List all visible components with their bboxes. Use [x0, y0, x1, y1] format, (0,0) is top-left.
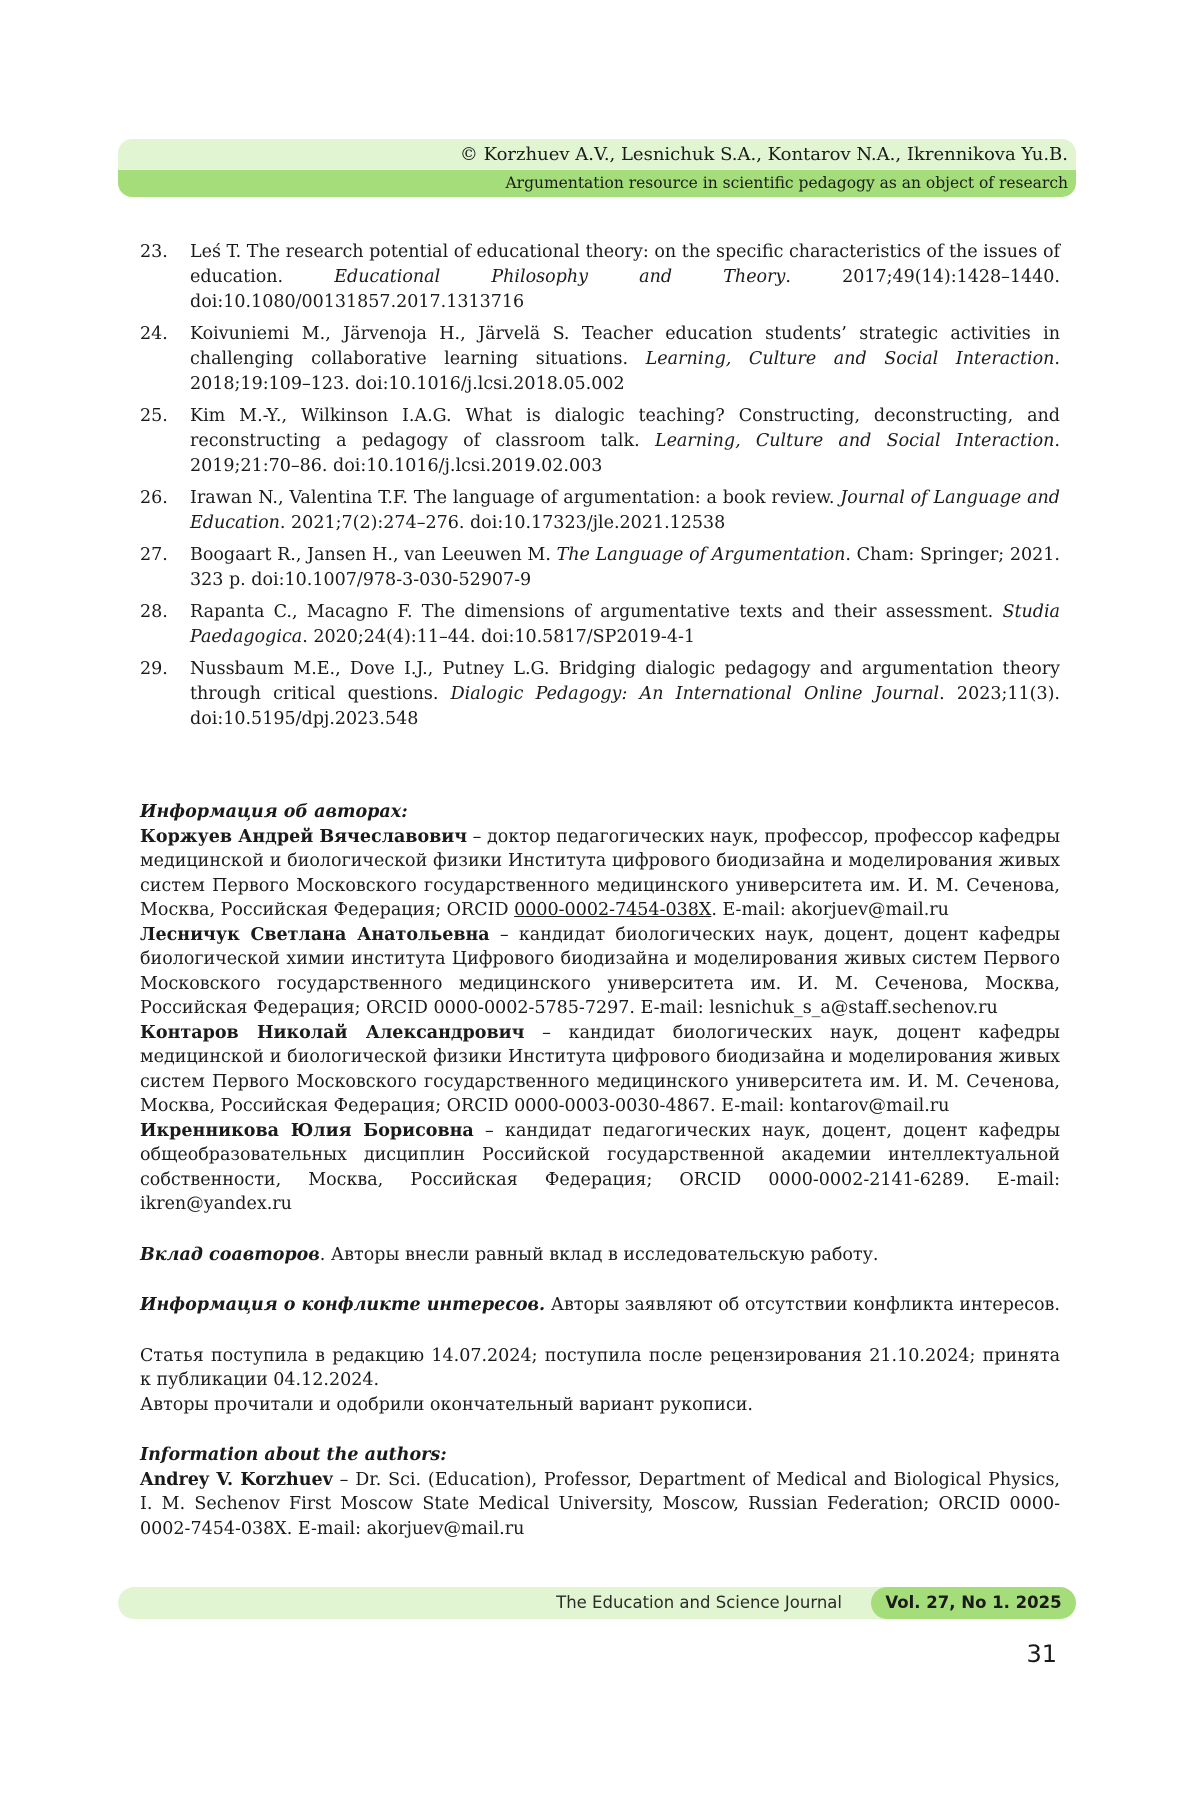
reference-text: Kim M.-Y., Wilkinson I.A.G. What is dialogic teaching? Constructing, deconstructing, and reconstructing a pedagogy of classroom talk. Learning, Culture and Social Interaction. 2019;21:70–86. doi:10.1016/j.lcsi.2019.02.003 — [190, 406, 1060, 476]
reference-journal: Journal of Language and Education — [190, 488, 1061, 533]
reference-number: 28. — [140, 602, 168, 622]
page-header — [118, 139, 1076, 197]
author-entry: Лесничук Светлана Анатольевна – кандидат биологических наук, доцент, доцент кафедры биологической химии института Цифрового биодизайна и моделирования живых систем Первого Московского государственного медицинского университета им. И. М. Сеченова, Москва, Российская Федерация; ORCID 0000-0002-5785-7297. E-mail: lesnichuk_s_a@staff.sechenov.ru — [140, 924, 1060, 1018]
reference-number: 27. — [140, 545, 168, 565]
reference-text: Boogaart R., Jansen H., van Leeuwen M. The Language of Argumentation. Cham: Springer; 2021. 323 p. doi:10.1007/978-3-030-52907-9 — [190, 545, 1060, 590]
reference-number: 25. — [140, 406, 168, 426]
conflict-label: Информация о конфликте интересов. — [140, 1295, 546, 1315]
reference-journal: Dialogic Pedagogy: An International Online Journal — [450, 684, 940, 704]
reference-item — [140, 600, 1060, 650]
approval-note: Авторы прочитали и одобрили окончательный вариант рукописи. — [140, 1394, 753, 1415]
references-list — [140, 240, 1060, 739]
author-entry: Контаров Николай Александрович – кандидат биологических наук, доцент кафедры медицинской и биологической физики Института цифрового биодизайна и моделирования живых систем Первого Московского государственного медицинского университета им. И. М. Сеченова, Москва, Российская Федерация; ORCID 0000-0003-0030-4867. E-mail: kontarov@mail.ru — [140, 1022, 1060, 1116]
contribution-label: Вклад соавторов — [140, 1244, 320, 1265]
authors-en-heading: Information about the authors: — [140, 1445, 447, 1465]
reference-journal: Learning, Culture and Social Interaction — [654, 431, 1055, 451]
conflict-statement: Информация о конфликте интересов. Авторы заявляют об отсутствии конфликта интересов. — [140, 1295, 1060, 1315]
reference-text: Koivuniemi M., Järvenoja H., Järvelä S. Teacher education students’ strategic activities in challenging collaborative learning situations. Learning, Culture and Social Interaction. 2018;19:109–123. doi:10.1016/j.lcsi.2018.05.002 — [190, 324, 1060, 394]
received-dates: Статья поступила в редакцию 14.07.2024; поступила после рецензирования 21.10.2024; принята к публикации 04.12.2024. — [140, 1345, 1060, 1390]
reference-number: 29. — [140, 659, 168, 679]
reference-item — [140, 322, 1060, 397]
reference-text: Rapanta C., Macagno F. The dimensions of argumentative texts and their assessment. Studia Paedagogica. 2020;24(4):11–44. doi:10.5817/SP2019-4-1 — [190, 602, 1060, 647]
reference-item — [140, 240, 1060, 315]
header-authors: © Korzhuev A.V., Lesnichuk S.A., Kontarov N.A., Ikrennikova Yu.B. — [459, 144, 1068, 165]
page-footer — [118, 1587, 1076, 1619]
reference-item — [140, 486, 1060, 536]
reference-item — [140, 404, 1060, 479]
reference-text: Nussbaum M.E., Dove I.J., Putney L.G. Bridging dialogic pedagogy and argumentation theory through critical questions. Dialogic Pedagogy: An International Online Journal. 2023;11(3). doi:10.5195/dpj.2023.548 — [190, 659, 1060, 729]
author-entry-en: Andrey V. Korzhuev – Dr. Sci. (Education), Professor, Department of Medical and Biological Physics, I. M. Sechenov First Moscow State Medical University, Moscow, Russian Federation; ORCID 0000-0002-7454-038X. E-mail: akorjuev@mail.ru — [140, 1469, 1060, 1539]
reference-text: Irawan N., Valentina T.F. The language of argumentation: a book review. Journal of Language and Education. 2021;7(2):274–276. doi:10.17323/jle.2021.12538 — [190, 488, 1061, 533]
contribution-statement: Вклад соавторов. Авторы внесли равный вклад в исследовательскую работу. — [140, 1244, 879, 1265]
header-title-band — [118, 170, 1076, 197]
authors-ru-heading: Информация об авторах: — [140, 802, 408, 822]
author-name: Лесничук Светлана Анатольевна — [140, 924, 490, 945]
reference-number: 23. — [140, 242, 168, 262]
reference-journal: Educational Philosophy and Theory — [334, 267, 786, 287]
author-information-section — [140, 800, 1060, 1541]
author-name: Контаров Николай Александрович — [140, 1022, 525, 1043]
reference-number: 26. — [140, 488, 168, 508]
reference-number: 24. — [140, 324, 168, 344]
header-authors-band — [118, 139, 1076, 170]
header-article-title: Argumentation resource in scientific pedagogy as an object of research — [505, 174, 1068, 192]
reference-text: Leś T. The research potential of educational theory: on the specific characteristics of the issues of education. Educational Philosophy and Theory. 2017;49(14):1428–1440. doi:10.1080/00131857.2017.1313716 — [190, 242, 1060, 312]
reference-item — [140, 657, 1060, 732]
author-name: Коржуев Андрей Вячеславович — [140, 826, 468, 847]
page-number: 31 — [1026, 1640, 1057, 1668]
author-name-en: Andrey V. Korzhuev — [140, 1469, 333, 1490]
reference-item — [140, 543, 1060, 593]
orcid-link[interactable]: 0000-0002-7454-038X — [514, 900, 712, 920]
footer-volume: Vol. 27, No 1. 2025 — [871, 1587, 1076, 1619]
reference-book-title: The Language of Argumentation — [556, 545, 846, 565]
author-name: Икренникова Юлия Борисовна — [140, 1120, 474, 1141]
reference-journal: Studia Paedagogica — [190, 602, 1060, 647]
author-entry: Икренникова Юлия Борисовна – кандидат педагогических наук, доцент, доцент кафедры общеобразовательных дисциплин Российской государственной академии интеллектуальной собственности, Москва, Российская Федерация; ORCID 0000-0002-2141-6289. E-mail: ikren@yandex.ru — [140, 1120, 1060, 1214]
footer-journal-name: The Education and Science Journal — [556, 1593, 842, 1612]
author-entry: Коржуев Андрей Вячеславович – доктор педагогических наук, профессор, профессор кафедры медицинской и биологической физики Института цифрового биодизайна и моделирования живых систем Первого Московского государственного медицинского университета им. И. М. Сеченова, Москва, Российская Федерация; ORCID 0000-0002-7454-038X. E-mail: akorjuev@mail.ru — [140, 826, 1061, 920]
reference-journal: Learning, Culture and Social Interaction — [645, 349, 1055, 369]
